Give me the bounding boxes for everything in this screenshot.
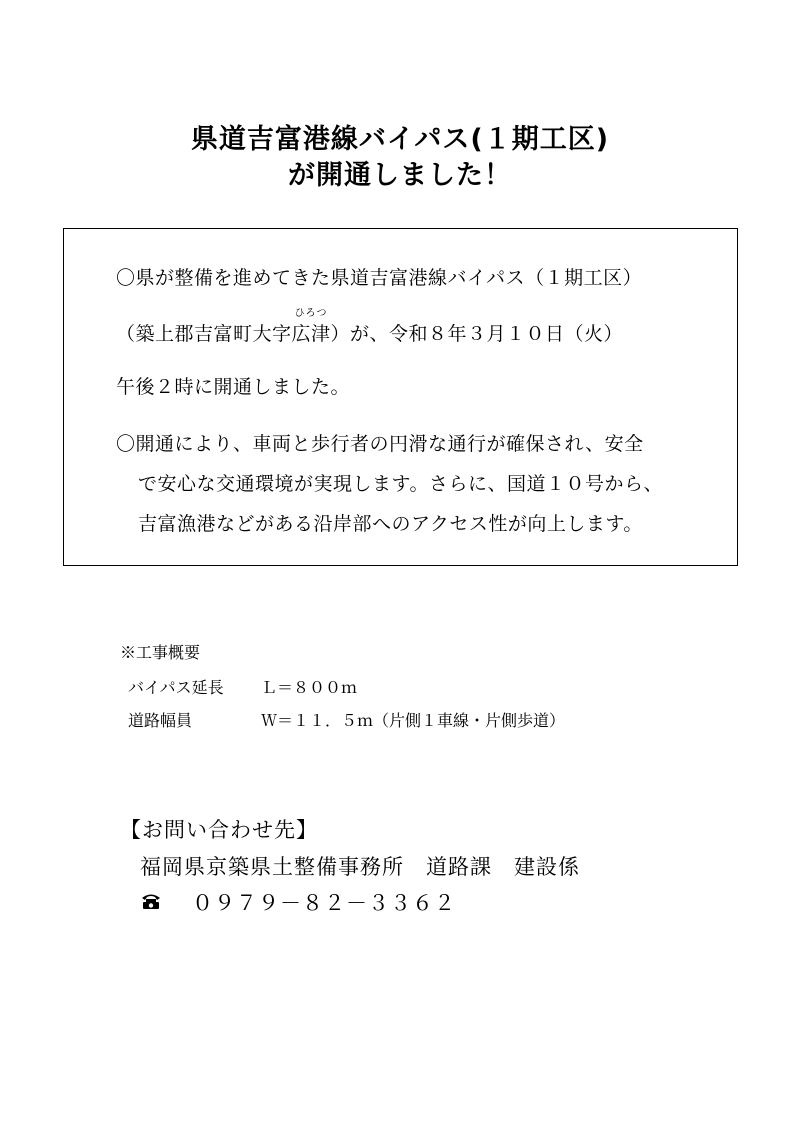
place-name: 広津 [291, 323, 331, 345]
overview-heading: ※工事概要 [120, 643, 201, 662]
overview-label-length: バイパス延長 [128, 678, 224, 697]
title-line-2: が開通しました！ [288, 160, 512, 191]
furigana: ひろつ [294, 308, 328, 319]
announcement-line: 午後２時に開通しました。 [116, 376, 351, 398]
overview-value-length: Ｌ＝８００ｍ [261, 678, 358, 697]
announcement-line-location [116, 308, 624, 346]
announcement-line: 〇県が整備を進めてきた県道吉富港線バイパス（１期工区） [116, 267, 643, 289]
announcement-line: 吉富漁港などがある沿岸部へのアクセス性が向上します。 [138, 513, 643, 535]
contact-phone-line [140, 887, 456, 917]
contact-heading: 【お問い合わせ先】 [120, 818, 318, 842]
contact-organization: 福岡県京築県土整備事務所 道路課 建設係 [140, 855, 580, 879]
announcement-line: で安心な交通環境が実現します。さらに、国道１０号から、 [138, 473, 663, 495]
opening-date: ）が、令和８年３月１０日（火） [330, 323, 624, 345]
title-line-1: 県道吉富港線バイパス(１期工区) [190, 124, 610, 155]
announcement-line: 〇開通により、車両と歩行者の円滑な通行が確保され、安全 [116, 433, 644, 455]
overview-label-width: 道路幅員 [128, 711, 193, 730]
telephone-icon [140, 890, 162, 910]
place-name-ruby [291, 308, 331, 346]
announcement-box [63, 228, 738, 566]
phone-number: ０９７９－８２－３３６２ [192, 891, 456, 915]
overview-value-width: Ｗ＝１１．５ｍ（片側１車線・片側歩道） [261, 711, 566, 730]
location-prefix: （築上郡吉富町大字 [116, 323, 292, 345]
